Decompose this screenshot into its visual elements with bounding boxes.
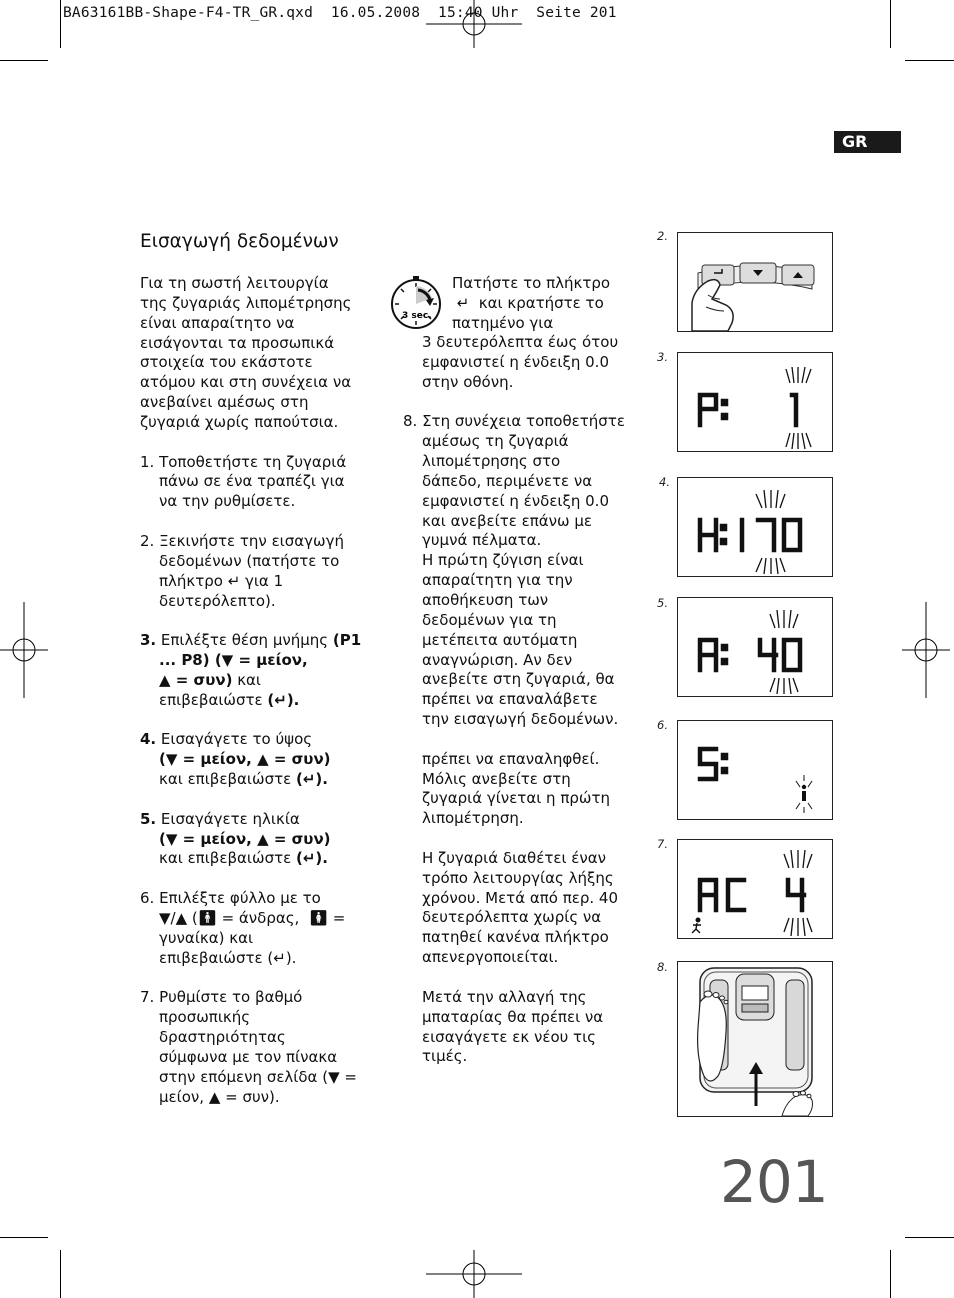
figure-label-5: 5. bbox=[657, 596, 668, 610]
language-tab: GR bbox=[834, 131, 901, 153]
page-number: 201 bbox=[720, 1148, 828, 1216]
lcd-display bbox=[678, 721, 832, 819]
text-line: μπαταρίας θα πρέπει να bbox=[422, 1007, 604, 1026]
text-fragment: και κρατήστε το bbox=[478, 293, 604, 312]
text-fragment: (↵). bbox=[267, 690, 300, 709]
text-fragment: Επιλέξτε θέση μνήμης bbox=[156, 631, 333, 650]
step-6-line bbox=[140, 909, 380, 929]
section-title: Εισαγωγή δεδομένων bbox=[140, 231, 339, 252]
text-fragment: ▼/▲ ( bbox=[159, 909, 198, 927]
crop-mark bbox=[890, 0, 891, 48]
text-fragment: = bbox=[327, 909, 346, 927]
step-3-line bbox=[140, 691, 380, 711]
lcd-display bbox=[678, 598, 832, 696]
step-8-line: δάπεδο, περιμένετε να bbox=[422, 471, 593, 490]
lcd-display bbox=[678, 840, 832, 938]
figure-2-buttons bbox=[677, 232, 833, 332]
text-line: εμφανιστεί η ένδειξη 0.0 bbox=[422, 352, 609, 371]
step-8-line: εμφανιστεί η ένδειξη 0.0 bbox=[422, 491, 609, 510]
text-line: πατημένο για bbox=[452, 313, 554, 332]
figure-label-3: 3. bbox=[657, 350, 668, 364]
column-2 bbox=[403, 333, 643, 1067]
text-line: δευτερόλεπτα χωρίς να bbox=[422, 908, 602, 927]
step-7-line: σύμφωνα με τον πίνακα bbox=[159, 1047, 338, 1066]
text-line: της ζυγαριάς λιπομέτρησης bbox=[140, 293, 352, 312]
figure-7-lcd bbox=[677, 839, 833, 939]
step-1-line: 1. Τοποθετήστε τη ζυγαριά bbox=[140, 452, 347, 471]
text-line: τρόπο λειτουργίας λήξης bbox=[422, 868, 614, 887]
text-line: απενεργοποιείται. bbox=[422, 948, 559, 967]
text-line: στοιχεία του εκάστοτε bbox=[140, 353, 313, 372]
step-8-line: ανεβείτε στη ζυγαριά, θα bbox=[422, 670, 615, 689]
text-line: στην οθόνη. bbox=[422, 372, 514, 391]
step-2-line bbox=[140, 572, 380, 592]
text-line bbox=[452, 294, 642, 314]
figure-label-2: 2. bbox=[657, 229, 668, 243]
step-8-line: αποθήκευση των bbox=[422, 590, 549, 609]
step-4-line: (▼ = μείον, ▲ = συν) bbox=[159, 750, 331, 769]
figure-label-7: 7. bbox=[657, 837, 668, 851]
text-fragment: ▲ = συν) bbox=[159, 670, 233, 689]
registration-mark-right bbox=[902, 602, 950, 698]
step-8-line: την εισαγωγή δεδομένων. bbox=[422, 710, 619, 729]
text-line: εισάγονται τα προσωπικά bbox=[140, 333, 335, 352]
crop-mark bbox=[905, 1237, 954, 1238]
text-fragment: για 1 bbox=[244, 571, 284, 590]
text-line: Η ζυγαριά διαθέτει έναν bbox=[422, 848, 607, 867]
step-8-line: γυμνά πέλματα. bbox=[422, 531, 542, 550]
step-8-line: απαραίτητη για την bbox=[422, 571, 573, 590]
text-line: ζυγαριά χωρίς παπούτσια. bbox=[140, 412, 339, 431]
crop-mark bbox=[890, 1250, 891, 1298]
step-7-line: προσωπικής bbox=[159, 1008, 251, 1027]
step-2-line: δευτερόλεπτο). bbox=[159, 591, 276, 610]
crop-mark bbox=[60, 0, 61, 48]
text-line: ζυγαριά γίνεται η πρώτη bbox=[422, 789, 610, 808]
text-line: Πατήστε το πλήκτρο bbox=[452, 274, 611, 292]
figure-8-scale bbox=[677, 961, 833, 1117]
button-panel-illustration bbox=[678, 233, 832, 331]
text-line: ανεβαίνει αμέσως στη bbox=[140, 393, 309, 412]
step-5-line: (▼ = μείον, ▲ = συν) bbox=[159, 829, 331, 848]
scale-illustration bbox=[678, 962, 832, 1116]
text-line: Για τη σωστή λειτουργία bbox=[140, 274, 329, 292]
figure-label-6: 6. bbox=[657, 718, 668, 732]
text-fragment: και επιβεβαιώστε bbox=[159, 849, 296, 868]
lcd-display bbox=[678, 478, 832, 576]
step-8-line: αναγνώριση. Αν δεν bbox=[422, 650, 573, 669]
text-line: χρόνου. Μετά από περ. 40 bbox=[422, 888, 619, 907]
text-fragment: πλήκτρο bbox=[159, 571, 223, 590]
step-4-line bbox=[140, 770, 380, 790]
text-line: πατηθεί κανένα πλήκτρο bbox=[422, 928, 609, 947]
column-1 bbox=[140, 274, 380, 1107]
step-8-line: Η πρώτη ζύγιση είναι bbox=[422, 551, 584, 570]
text-fragment: Εισαγάγετε ηλικία bbox=[156, 809, 300, 828]
timer-label: 3 sec. bbox=[402, 311, 432, 321]
text-fragment: επιβεβαιώστε bbox=[159, 690, 268, 709]
crop-mark bbox=[0, 60, 48, 61]
column-2-top bbox=[452, 274, 642, 334]
step-2-line: δεδομένων (πατήστε το bbox=[159, 551, 340, 570]
step-8-line: 8. Στη συνέχεια τοποθετήστε bbox=[403, 412, 625, 431]
text-fragment: (↵). bbox=[295, 770, 328, 789]
step-6-line: γυναίκα) και bbox=[159, 928, 254, 947]
timer-3sec-icon bbox=[388, 274, 444, 330]
text-line: τιμές. bbox=[422, 1047, 468, 1066]
blink-rays-icon bbox=[786, 367, 811, 449]
registration-mark-bottom bbox=[426, 1250, 522, 1298]
text-line: λιπομέτρηση. bbox=[422, 809, 524, 828]
step-1-line: πάνω σε ένα τραπέζι για bbox=[159, 472, 345, 491]
text-fragment: Εισαγάγετε το ύψος bbox=[156, 730, 313, 749]
step-3-line: ... P8) (▼ = μείον, bbox=[159, 651, 308, 670]
step-8-line: και ανεβείτε επάνω με bbox=[422, 511, 592, 530]
step-3-line bbox=[140, 671, 380, 691]
text-fragment: (P1 bbox=[332, 631, 362, 650]
text-line: είναι απαραίτητο να bbox=[140, 313, 295, 332]
step-1-line: να την ρυθμίσετε. bbox=[159, 492, 296, 511]
step-8-line: δεδομένων για τη bbox=[422, 610, 557, 629]
step-8-line: λιπομέτρησης στο bbox=[422, 452, 561, 471]
step-6-line: 6. Επιλέξτε φύλλο με το bbox=[140, 889, 321, 908]
enter-key-icon: ↵ bbox=[456, 293, 470, 312]
text-line: 3 δευτερόλεπτα έως ότου bbox=[422, 333, 619, 351]
step-5-line bbox=[140, 810, 380, 830]
female-icon: 🚺︎ bbox=[308, 909, 328, 927]
step-8-line: πρέπει να επαναλάβετε bbox=[422, 690, 598, 709]
crop-mark bbox=[60, 1250, 61, 1298]
activity-runner-icon bbox=[692, 918, 701, 933]
step-7-line: δραστηριότητας bbox=[159, 1028, 286, 1047]
step-7-line: μείον, ▲ = συν). bbox=[159, 1087, 280, 1106]
step-number: 4. bbox=[140, 730, 157, 749]
text-line: εισαγάγετε εκ νέου τις bbox=[422, 1027, 596, 1046]
step-3-line bbox=[140, 631, 380, 651]
male-icon: 🚹︎ bbox=[197, 909, 217, 927]
text-line: Μετά την αλλαγή της bbox=[422, 987, 587, 1006]
figure-5-lcd bbox=[677, 597, 833, 697]
step-8-line: αμέσως τη ζυγαριά bbox=[422, 432, 569, 451]
step-8-line: μετέπειτα αυτόματη bbox=[422, 630, 578, 649]
text-line: πρέπει να επαναληφθεί. bbox=[422, 749, 600, 768]
step-7-line: 7. Ρυθμίστε το βαθμό bbox=[140, 988, 303, 1007]
blink-rays-icon bbox=[756, 490, 785, 574]
enter-key-icon: ↵ bbox=[227, 571, 241, 590]
crop-mark bbox=[905, 60, 954, 61]
figure-6-lcd bbox=[677, 720, 833, 820]
step-7-line: στην επόμενη σελίδα (▼ = bbox=[159, 1067, 357, 1086]
text-fragment: και επιβεβαιώστε bbox=[159, 770, 296, 789]
figure-4-lcd bbox=[677, 477, 833, 577]
text-fragment: = άνδρας, bbox=[216, 909, 300, 927]
text-fragment: και bbox=[232, 670, 262, 689]
step-number: 5. bbox=[140, 809, 157, 828]
step-4-line bbox=[140, 730, 380, 750]
figure-label-8: 8. bbox=[657, 960, 668, 974]
text-line: ατόμου και στη συνέχεια να bbox=[140, 373, 352, 392]
figure-label-4: 4. bbox=[659, 475, 670, 489]
step-5-line bbox=[140, 849, 380, 869]
text-line: Μόλις ανεβείτε στη bbox=[422, 769, 571, 788]
registration-mark-left bbox=[0, 602, 48, 698]
step-number: 3. bbox=[140, 631, 157, 650]
step-2-line: 2. Ξεκινήστε την εισαγωγή bbox=[140, 531, 344, 550]
lcd-display bbox=[678, 353, 832, 451]
crop-mark bbox=[0, 1237, 48, 1238]
step-6-line: επιβεβαιώστε (↵). bbox=[159, 948, 297, 967]
text-fragment: (↵). bbox=[295, 849, 328, 868]
figure-3-lcd bbox=[677, 352, 833, 452]
male-person-icon bbox=[802, 785, 806, 801]
file-info-header: BA63161BB-Shape-F4-TR_GR.qxd 16.05.2008 15:40 Uhr Seite 201 bbox=[63, 5, 617, 21]
